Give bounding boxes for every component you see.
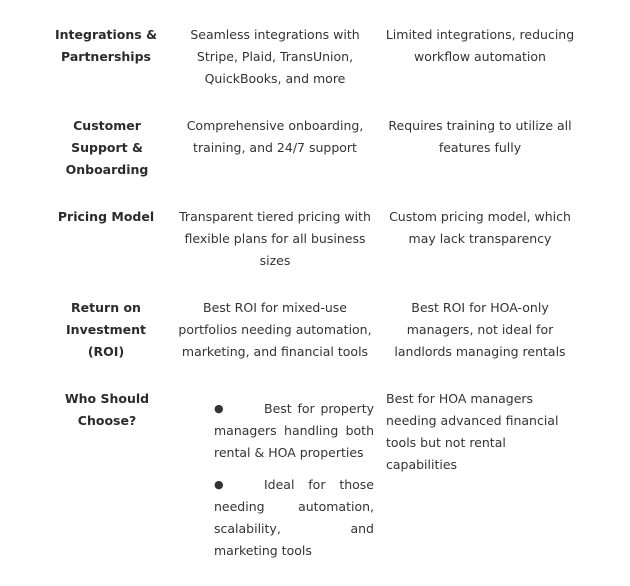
option-a-cell: Transparent tiered pricing with flexible plans for all business sizes <box>179 209 371 268</box>
row-label: Pricing Model <box>57 209 155 224</box>
row-label: Customer Support & Onboarding <box>65 118 149 177</box>
list-item-text: Best for property managers handling both rental & HOA properties <box>214 401 374 460</box>
bullet-icon: ● <box>214 402 224 415</box>
option-b-cell: Custom pricing model, which may lack transparency <box>389 209 571 246</box>
option-a-cell: Best ROI for mixed-use portfolios needing automation, marketing, and financial tools <box>178 300 372 359</box>
bullet-icon: ● <box>214 478 224 491</box>
row-label: Integrations & Partnerships <box>55 27 157 64</box>
option-b-cell: Requires training to utilize all features fully <box>388 118 572 155</box>
list-item <box>214 398 374 464</box>
row-label: Return on Investment (ROI) <box>66 300 146 359</box>
option-a-cell: Seamless integrations with Stripe, Plaid, TransUnion, QuickBooks, and more <box>190 27 360 86</box>
list-item-text: Ideal for those needing automation, scalability, and marketing tools <box>214 477 374 558</box>
option-b-cell: Limited integrations, reducing workflow automation <box>385 27 575 64</box>
option-b-cell: Best for HOA managers needing advanced financial tools but not rental capabilities <box>386 391 559 472</box>
row-label: Who Should Choose? <box>64 391 150 428</box>
option-a-cell: Comprehensive onboarding, training, and 24/7 support <box>186 118 364 155</box>
list-item <box>214 474 374 562</box>
option-b-cell: Best ROI for HOA-only managers, not ideal for landlords managing rentals <box>394 300 566 359</box>
recommendation-list <box>214 398 374 562</box>
